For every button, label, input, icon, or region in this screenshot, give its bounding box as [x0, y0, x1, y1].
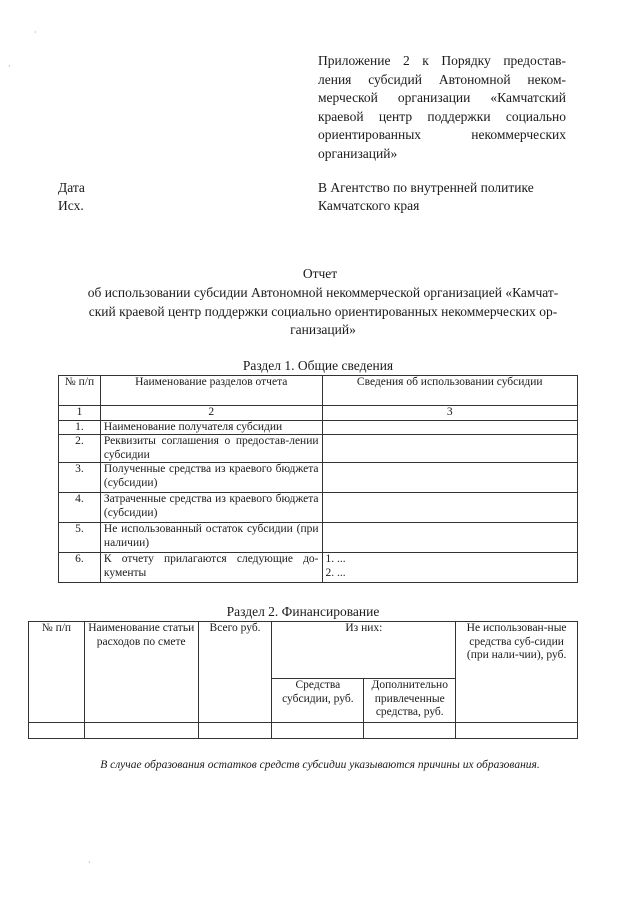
- appendix-line: организаций»: [318, 145, 398, 161]
- recipient-line: В Агентство по внутренней политике: [318, 180, 534, 195]
- row-num: 2.: [59, 435, 101, 463]
- appendix-line: мерческой организации «Камчатский: [318, 90, 566, 105]
- header-additional: Дополнительно привлеченные средства, руб.: [364, 679, 456, 723]
- row-name: Наименование получателя субсидии: [100, 420, 322, 435]
- header-name: Наименование разделов отчета: [100, 376, 322, 406]
- table-row: [59, 523, 578, 553]
- table-header-row: [29, 622, 578, 679]
- row-name: Затраченные средства из краевого бюджета (субсидии): [100, 493, 322, 523]
- row-value: [322, 463, 577, 493]
- row-name: Не использованный остаток субсидии (при наличии): [100, 523, 322, 553]
- general-info-table: [58, 375, 578, 583]
- row-num: 5.: [59, 523, 101, 553]
- appendix-note: [318, 52, 566, 163]
- financing-table: [28, 621, 578, 739]
- row-value: [322, 523, 577, 553]
- empty-cell: [84, 723, 198, 739]
- header-info: Сведения об использовании субсидии: [322, 376, 577, 406]
- table-row: [59, 553, 578, 583]
- table-row: [59, 463, 578, 493]
- table-header-row: [59, 376, 578, 406]
- scan-speck: ·: [8, 62, 11, 71]
- section1-title: Раздел 1. Общие сведения: [242, 358, 394, 373]
- row-value: [322, 493, 577, 523]
- table-row: [59, 435, 578, 463]
- empty-cell: [364, 723, 456, 739]
- report-subtitle-line: ганизаций»: [290, 322, 356, 337]
- empty-cell: [198, 723, 272, 739]
- appendix-line: ления субсидий Автономной неком-: [318, 71, 566, 87]
- empty-cell: [29, 723, 85, 739]
- appendix-line: краевой центр поддержки социально: [318, 108, 566, 124]
- header-subsidy: Средства субсидии, руб.: [272, 679, 364, 723]
- row-value: [322, 435, 577, 463]
- row-value: [322, 420, 577, 435]
- appendix-line: ориентированных некоммерческих: [318, 127, 566, 142]
- table-row: [59, 493, 578, 523]
- section2-title: Раздел 2. Финансирование: [226, 604, 380, 619]
- empty-cell: [456, 723, 578, 739]
- attachment-item: 2. ...: [325, 566, 346, 579]
- date-label: Дата: [58, 180, 85, 195]
- date-block: [58, 179, 85, 215]
- report-title: Отчет: [302, 266, 338, 281]
- row-name: Полученные средства из краевого бюджета (субсидии): [100, 463, 322, 493]
- column-numbers-row: [59, 406, 578, 421]
- header-total: Всего руб.: [198, 622, 272, 723]
- col-number: 1: [59, 406, 101, 421]
- header-of-which: Из них:: [272, 622, 456, 679]
- row-num: 1.: [59, 420, 101, 435]
- row-num: 6.: [59, 553, 101, 583]
- header-unused: Не использован-ные средства суб-сидии (при нали-чии), руб.: [456, 622, 578, 723]
- report-subtitle-line: ский краевой центр поддержки социально ориентированных некоммерческих ор-: [88, 303, 558, 319]
- scan-speck: ·: [34, 28, 37, 37]
- attachments-cell: [322, 553, 577, 583]
- table-row: [29, 723, 578, 739]
- header-item: Наименование статьи расходов по смете: [84, 622, 198, 723]
- header-num: № п/п: [29, 622, 85, 723]
- row-num: 3.: [59, 463, 101, 493]
- outgoing-label: Исх.: [58, 198, 84, 213]
- col-number: 3: [322, 406, 577, 421]
- attachment-item: 1. ...: [325, 553, 346, 565]
- recipient-block: [318, 179, 534, 215]
- row-num: 4.: [59, 493, 101, 523]
- scan-speck: ·: [88, 858, 91, 867]
- empty-cell: [272, 723, 364, 739]
- col-number: 2: [100, 406, 322, 421]
- appendix-line: Приложение 2 к Порядку предостав-: [318, 53, 566, 68]
- row-name: Реквизиты соглашения о предостав-лении субсидии: [100, 435, 322, 463]
- table-row: [59, 420, 578, 435]
- report-subtitle-line: об использовании субсидии Автономной некоммерческой организацией «Камчат-: [87, 285, 559, 300]
- footnote: В случае образования остатков средств субсидии указываются причины их образования.: [100, 759, 540, 771]
- recipient-line: Камчатского края: [318, 198, 420, 213]
- report-subtitle: [60, 284, 586, 340]
- header-num: № п/п: [59, 376, 101, 406]
- row-name: К отчету прилагаются следующие до-кументы: [100, 553, 322, 583]
